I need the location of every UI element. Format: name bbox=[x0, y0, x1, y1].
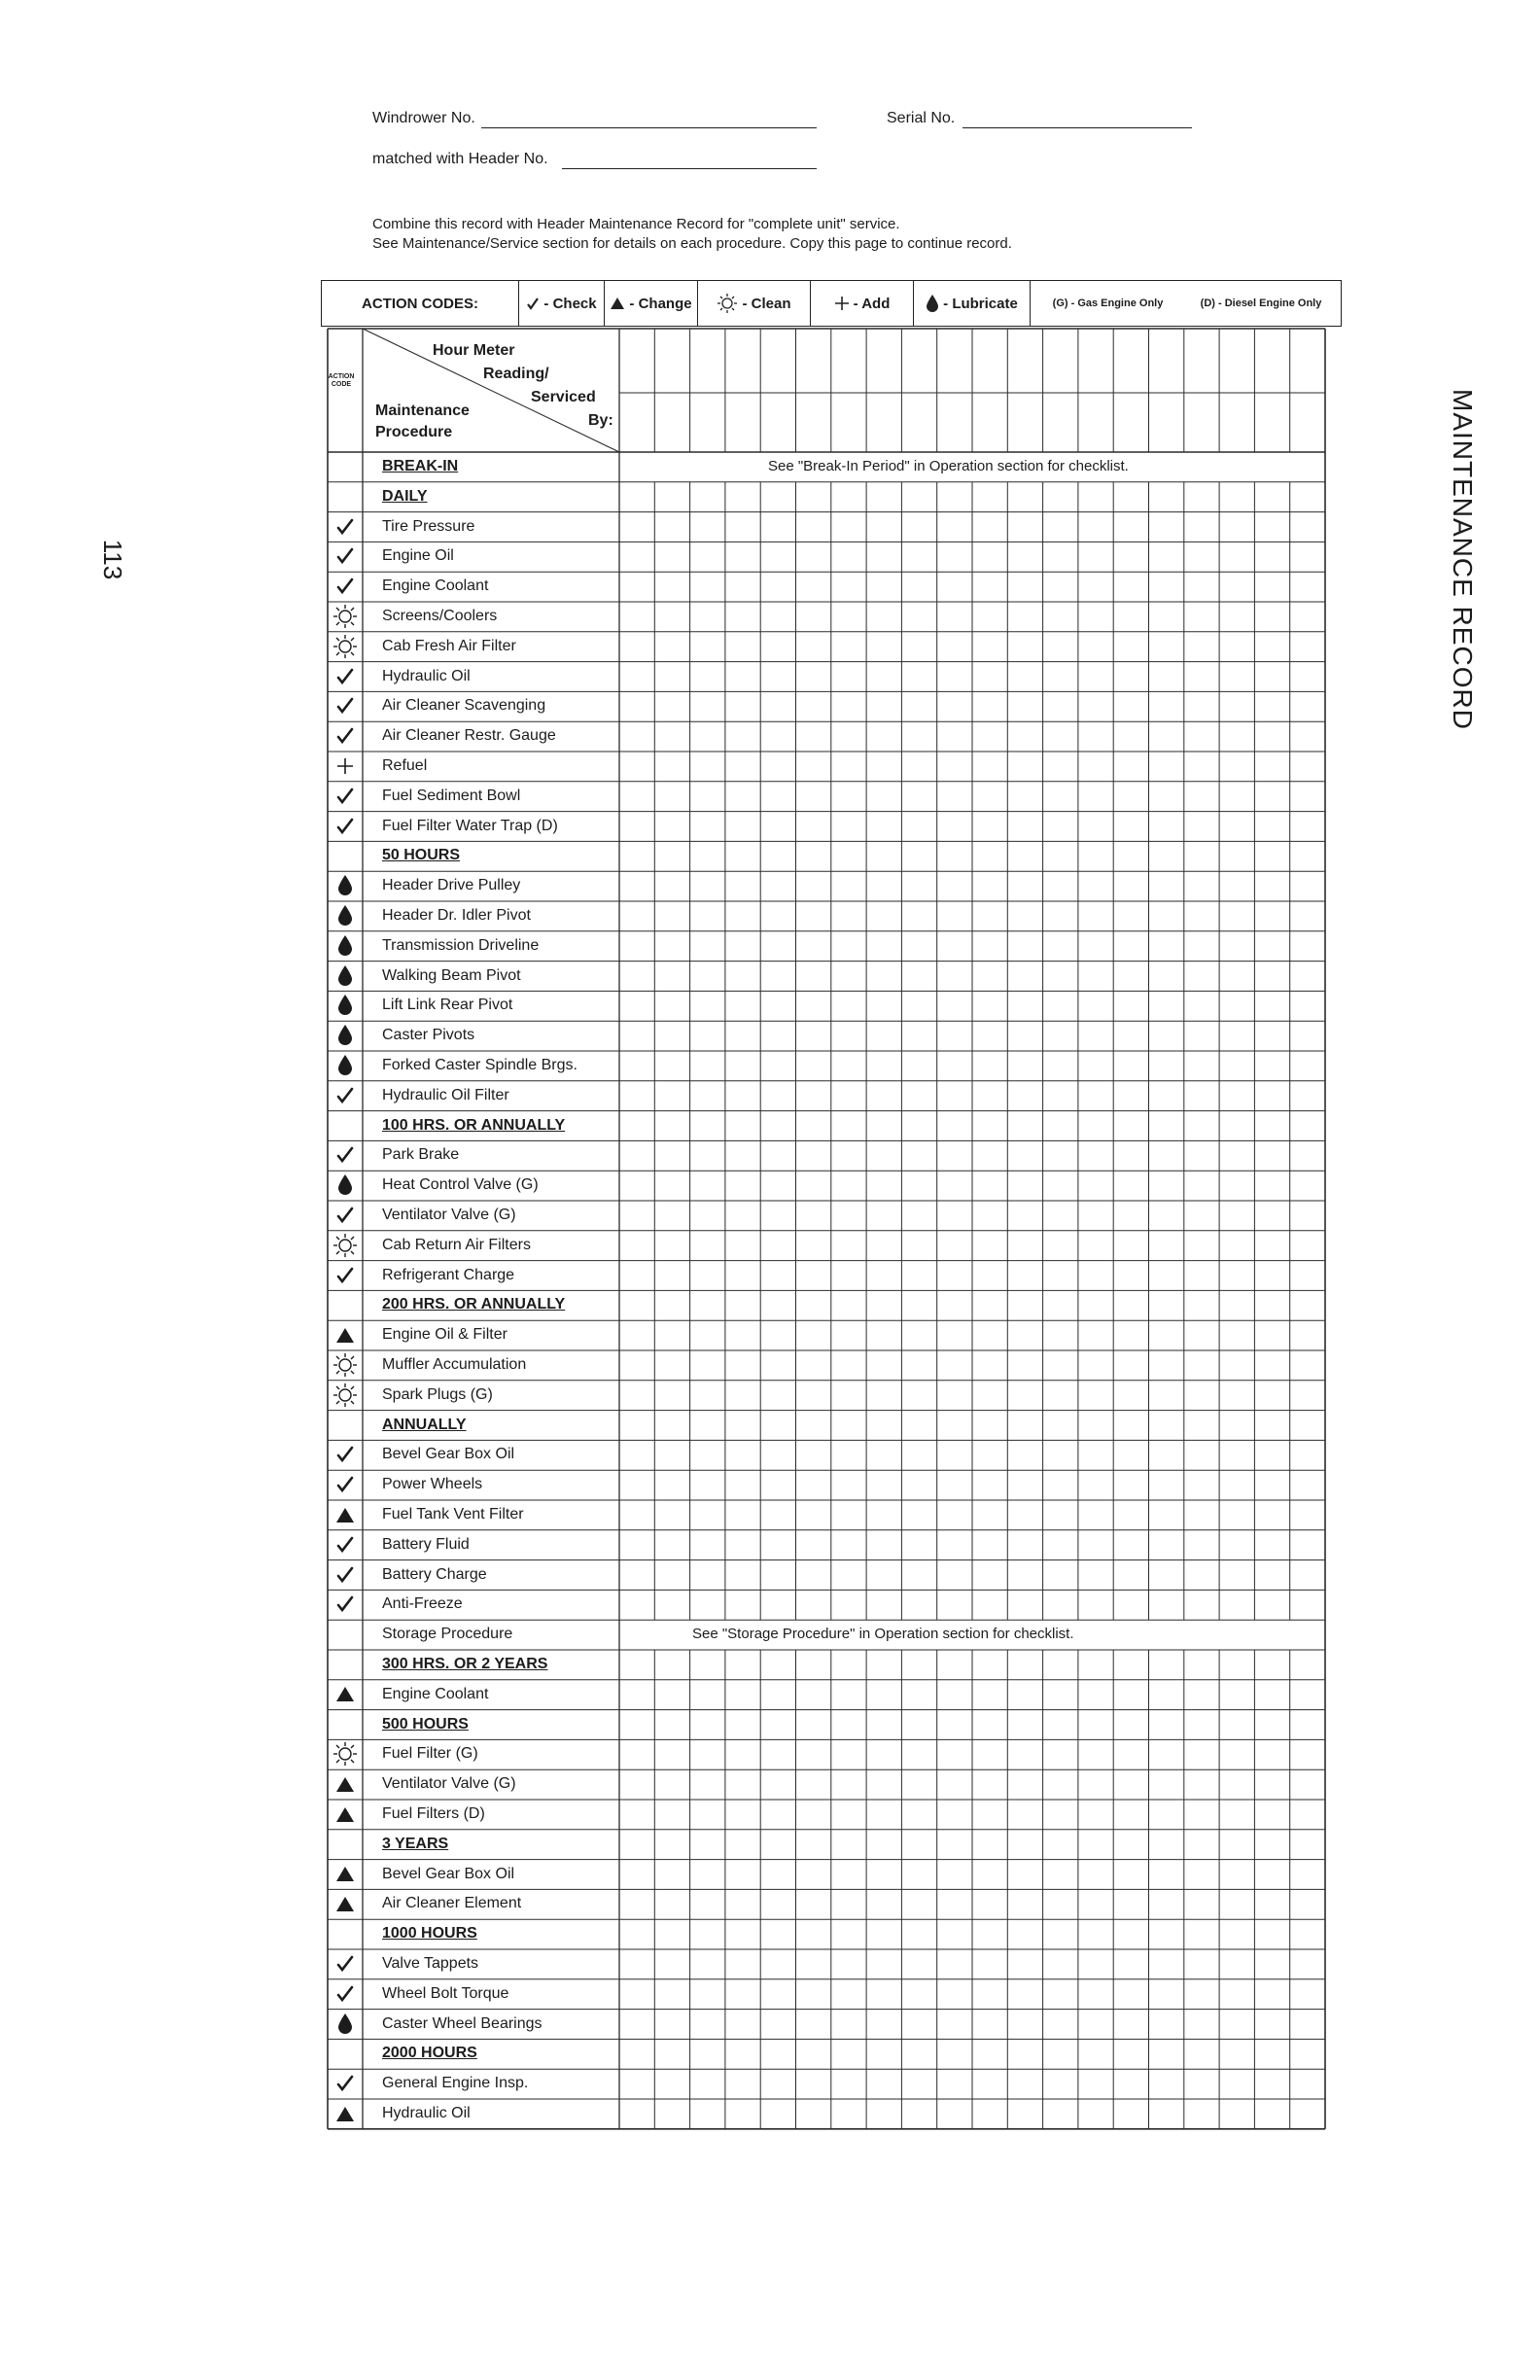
section-heading: 300 HRS. OR 2 YEARS bbox=[382, 1656, 548, 1672]
page-number: 113 bbox=[98, 539, 128, 580]
section-heading: 50 HOURS bbox=[382, 847, 461, 864]
procedure-label: Wheel Bolt Torque bbox=[382, 1984, 509, 2002]
legend-gas-only: (G) - Gas Engine Only bbox=[1030, 281, 1185, 326]
procedure-label: Lift Link Rear Pivot bbox=[382, 997, 513, 1014]
section-heading: 3 YEARS bbox=[382, 1835, 449, 1852]
check-icon bbox=[331, 543, 360, 569]
legend-lubricate-label: - Lubricate bbox=[943, 295, 1018, 312]
serial-label: Serial No. bbox=[887, 110, 956, 126]
procedure-label: Ventilator Valve (G) bbox=[382, 1207, 516, 1223]
header-number-label: matched with Header No. bbox=[372, 151, 548, 167]
add-icon bbox=[331, 753, 360, 779]
check-icon bbox=[331, 784, 360, 809]
check-icon bbox=[331, 1981, 360, 2007]
procedure-label: Screens/Coolers bbox=[382, 608, 498, 624]
section-heading: BREAK-IN bbox=[382, 458, 459, 474]
lubricate-icon bbox=[331, 903, 360, 928]
checklist-note: See "Storage Procedure" in Operation section for checklist. bbox=[692, 1626, 1074, 1643]
check-icon bbox=[331, 1472, 360, 1497]
lubricate-icon bbox=[331, 933, 360, 959]
intro-line-2: See Maintenance/Service section for details on each procedure. Copy this page to continue record. bbox=[372, 235, 1012, 252]
procedure-label: Air Cleaner Element bbox=[382, 1895, 522, 1912]
change-icon bbox=[331, 1891, 360, 1916]
procedure-label: Bevel Gear Box Oil bbox=[382, 1865, 515, 1882]
check-icon bbox=[331, 2071, 360, 2096]
legend-check-label: - Check bbox=[543, 295, 597, 312]
procedure-label: Park Brake bbox=[382, 1146, 460, 1164]
procedure-label: Air Cleaner Scavenging bbox=[382, 697, 546, 715]
lubricate-icon bbox=[331, 1053, 360, 1078]
procedure-label: Fuel Sediment Bowl bbox=[382, 787, 521, 804]
procedure-label: Power Wheels bbox=[382, 1476, 483, 1493]
procedure-label: Caster Pivots bbox=[382, 1027, 475, 1044]
procedure-label: Hydraulic Oil bbox=[382, 667, 471, 684]
check-icon bbox=[331, 1203, 360, 1228]
check-icon bbox=[331, 1083, 360, 1108]
section-heading: 2000 HOURS bbox=[382, 2045, 477, 2062]
procedure-label: Engine Oil & Filter bbox=[382, 1326, 508, 1344]
clean-icon bbox=[331, 1741, 360, 1767]
change-icon bbox=[331, 1771, 360, 1797]
procedure-label: Ventilator Valve (G) bbox=[382, 1775, 516, 1793]
clean-icon bbox=[331, 1382, 360, 1408]
clean-icon bbox=[331, 604, 360, 629]
check-icon bbox=[331, 574, 360, 599]
procedure-label: Air Cleaner Restr. Gauge bbox=[382, 727, 556, 745]
procedure-label: Fuel Tank Vent Filter bbox=[382, 1506, 524, 1522]
lubricate-icon bbox=[331, 1023, 360, 1048]
procedure-label: Cab Fresh Air Filter bbox=[382, 637, 516, 654]
procedure-label: Walking Beam Pivot bbox=[382, 966, 521, 984]
clean-icon bbox=[331, 1233, 360, 1258]
by-label: By: bbox=[588, 412, 613, 429]
lubricate-icon bbox=[331, 963, 360, 989]
procedure-label: Fuel Filters (D) bbox=[382, 1805, 485, 1822]
section-heading: 1000 HOURS bbox=[382, 1925, 477, 1942]
change-icon bbox=[331, 1682, 360, 1707]
action-codes-title: ACTION CODES: bbox=[362, 295, 478, 312]
procedure-label: General Engine Insp. bbox=[382, 2075, 529, 2092]
legend-change-label: - Change bbox=[629, 295, 692, 312]
procedure-label: Storage Procedure bbox=[382, 1626, 513, 1643]
procedure-label: Transmission Driveline bbox=[382, 936, 540, 954]
maintenance-label: Maintenance bbox=[375, 402, 470, 419]
checklist-note: See "Break-In Period" in Operation section for checklist. bbox=[768, 458, 1129, 474]
section-heading: ANNUALLY bbox=[382, 1416, 467, 1433]
change-icon bbox=[331, 2101, 360, 2126]
section-heading: 500 HOURS bbox=[382, 1715, 469, 1732]
procedure-label: Cab Return Air Filters bbox=[382, 1236, 531, 1253]
section-heading: 100 HRS. OR ANNUALLY bbox=[382, 1116, 566, 1134]
procedure-label: Engine Coolant bbox=[382, 1685, 489, 1702]
check-icon bbox=[331, 1263, 360, 1288]
check-icon bbox=[331, 723, 360, 749]
check-icon bbox=[331, 814, 360, 839]
section-heading: DAILY bbox=[382, 487, 428, 505]
check-icon bbox=[331, 693, 360, 718]
action-code-column-label: ACTION CODE bbox=[328, 373, 355, 388]
serviced-label: Serviced bbox=[531, 389, 596, 405]
clean-icon bbox=[331, 1352, 360, 1378]
procedure-label: Anti-Freeze bbox=[382, 1595, 463, 1613]
procedure-label: Caster Wheel Bearings bbox=[382, 2014, 542, 2032]
check-icon bbox=[331, 1142, 360, 1168]
procedure-label: Refuel bbox=[382, 757, 428, 774]
procedure-label: Tire Pressure bbox=[382, 517, 475, 535]
procedure-label: Fuel Filter (G) bbox=[382, 1745, 478, 1763]
clean-icon bbox=[331, 634, 360, 659]
procedure-label: Engine Oil bbox=[382, 547, 454, 565]
procedure-label: Hydraulic Oil Filter bbox=[382, 1086, 509, 1103]
check-icon bbox=[331, 1592, 360, 1617]
procedure-label: Refrigerant Charge bbox=[382, 1266, 515, 1283]
reading-label: Reading/ bbox=[483, 366, 549, 382]
change-icon bbox=[331, 1802, 360, 1827]
lubricate-icon bbox=[331, 1172, 360, 1198]
change-icon bbox=[331, 1502, 360, 1527]
procedure-label: Procedure bbox=[375, 424, 453, 440]
side-title: MAINTENANCE RECORD bbox=[1448, 389, 1478, 730]
check-icon bbox=[331, 1442, 360, 1467]
procedure-label: Valve Tappets bbox=[382, 1955, 479, 1972]
check-icon bbox=[331, 514, 360, 540]
procedure-label: Forked Caster Spindle Brgs. bbox=[382, 1057, 578, 1073]
intro-line-1: Combine this record with Header Maintenance Record for "complete unit" service. bbox=[372, 216, 900, 232]
legend-diesel-only: (D) - Diesel Engine Only bbox=[1200, 298, 1322, 309]
procedure-label: Hydraulic Oil bbox=[382, 2105, 471, 2121]
procedure-label: Battery Charge bbox=[382, 1565, 487, 1583]
legend-add-label: - Add bbox=[853, 295, 891, 312]
procedure-label: Bevel Gear Box Oil bbox=[382, 1446, 515, 1463]
procedure-label: Header Drive Pulley bbox=[382, 877, 521, 894]
check-icon bbox=[331, 664, 360, 689]
section-heading: 200 HRS. OR ANNUALLY bbox=[382, 1296, 566, 1313]
procedure-label: Spark Plugs (G) bbox=[382, 1385, 493, 1403]
procedure-label: Header Dr. Idler Pivot bbox=[382, 907, 531, 924]
procedure-label: Muffler Accumulation bbox=[382, 1356, 527, 1373]
procedure-label: Engine Coolant bbox=[382, 578, 489, 595]
procedure-label: Heat Control Valve (G) bbox=[382, 1176, 539, 1194]
lubricate-icon bbox=[331, 873, 360, 898]
hour-meter-label: Hour Meter bbox=[433, 342, 515, 359]
lubricate-icon bbox=[331, 993, 360, 1018]
change-icon bbox=[331, 1322, 360, 1348]
check-icon bbox=[331, 1562, 360, 1588]
check-icon bbox=[331, 1532, 360, 1558]
lubricate-icon bbox=[331, 2012, 360, 2037]
procedure-label: Battery Fluid bbox=[382, 1535, 470, 1553]
windrower-label: Windrower No. bbox=[372, 110, 475, 126]
legend-clean-label: - Clean bbox=[742, 295, 791, 312]
change-icon bbox=[331, 1862, 360, 1887]
procedure-label: Fuel Filter Water Trap (D) bbox=[382, 817, 558, 834]
check-icon bbox=[331, 1951, 360, 1977]
